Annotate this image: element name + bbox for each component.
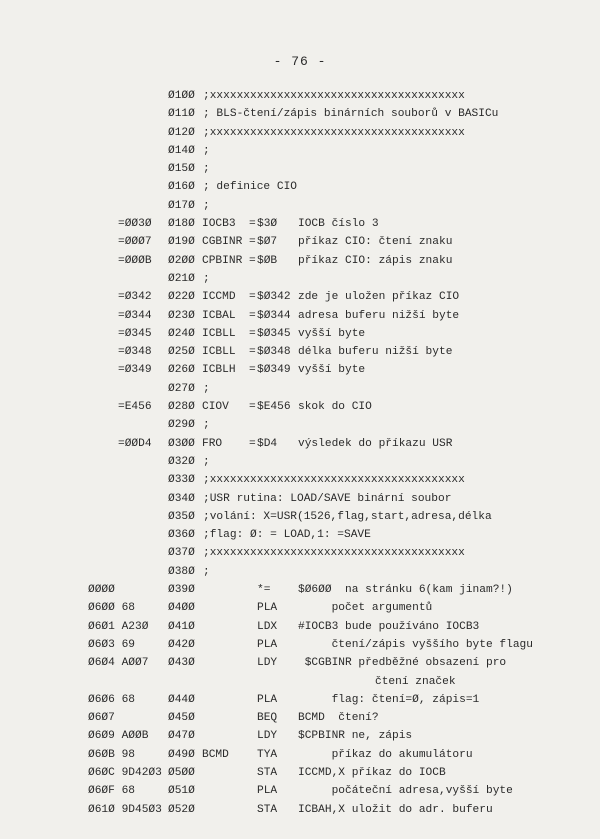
operand-comment: čtení/zápis vyššího byte flagu [298,638,533,651]
operation: $D4 [257,437,278,450]
source-text: ; BLS-čtení/zápis binárních souborů v BASICu [203,108,499,121]
address-code: Ø6Ø1 A23Ø [88,620,149,633]
operand-comment: příkaz CIO: čtení znaku [298,236,453,249]
operation: $Ø344 [257,309,291,322]
line-number: Ø32Ø [168,455,195,468]
equate-value: =ØØØB [118,254,152,267]
operation: TYA [257,748,278,761]
equate-value: =Ø349 [118,364,152,377]
source-text: ; [203,144,210,157]
operand-comment: výsledek do příkazu USR [298,437,453,450]
source-text: ;xxxxxxxxxxxxxxxxxxxxxxxxxxxxxxxxxxxxxx [203,126,465,139]
operation: $Ø7 [257,236,278,249]
label-field: ICBLL = [202,327,256,340]
address-code: Ø6Ø3 69 [88,638,135,651]
line-number: Ø12Ø [168,126,195,139]
operand-comment: délka buferu nižší byte [298,346,453,359]
line-number: Ø23Ø [168,309,195,322]
label-field: CPBINR = [202,254,256,267]
line-number: Ø34Ø [168,492,195,505]
line-number: Ø25Ø [168,346,195,359]
operation: $E456 [257,401,291,414]
address-code: Ø6Ø7 [88,712,115,725]
line-number: Ø16Ø [168,181,195,194]
equate-value: =Ø342 [118,291,152,304]
operand-comment: adresa buferu nižší byte [298,309,460,322]
operand-comment: počet argumentů [298,602,433,615]
operand-comment: zde je uložen příkaz CIO [298,291,460,304]
listing-line [0,599,600,617]
address-code: Ø6ØB 98 [88,748,135,761]
line-number: Ø35Ø [168,510,195,523]
address-code: Ø6Ø6 68 [88,693,135,706]
line-number: Ø52Ø [168,803,195,816]
operand-comment: IOCB číslo 3 [298,218,379,231]
line-number: Ø24Ø [168,327,195,340]
source-text: ; definice CIO [203,181,297,194]
operation: LDY [257,657,278,670]
listing-line [0,636,600,654]
source-text: ;xxxxxxxxxxxxxxxxxxxxxxxxxxxxxxxxxxxxxx [203,547,465,560]
source-text: ; [203,455,210,468]
label-field: ICBLH = [202,364,256,377]
operation: PLA [257,638,278,651]
operation: *= [257,584,271,597]
line-number: Ø15Ø [168,163,195,176]
listing-line [0,343,600,361]
operand-comment: ICCMD,X příkaz do IOCB [298,766,446,779]
operand-comment: počáteční adresa,vyšší byte [298,785,513,798]
label-field: ICBAL = [202,309,256,322]
equate-value: =E456 [118,401,152,414]
listing-line [0,416,600,434]
line-number: Ø38Ø [168,565,195,578]
source-text: ; [203,565,210,578]
listing-line [0,124,600,142]
listing-line [0,526,600,544]
operation: PLA [257,785,278,798]
listing-line [0,361,600,379]
listing-line [0,252,600,270]
operand-comment: ICBAH,X uložit do adr. buferu [298,803,493,816]
label-field: BCMD [202,748,229,761]
assembly-listing [0,87,600,819]
listing-line [0,142,600,160]
line-number: Ø39Ø [168,584,195,597]
line-number: Ø45Ø [168,712,195,725]
operand-comment: skok do CIO [298,401,372,414]
source-text: ;flag: Ø: = LOAD,1: =SAVE [203,529,371,542]
line-number: Ø44Ø [168,693,195,706]
line-number: Ø1ØØ [168,90,195,102]
label-field: CGBINR = [202,236,256,249]
operand-comment: #IOCB3 bude používáno IOCB3 [298,620,480,633]
line-number: Ø3ØØ [168,437,195,450]
operand-comment: vyšší byte [298,327,366,340]
operation: $Ø348 [257,346,291,359]
operation: $3Ø [257,218,278,231]
operation: LDX [257,620,278,633]
comment-continuation: čtení značek [375,675,456,688]
listing-line [0,544,600,562]
line-number: Ø28Ø [168,401,195,414]
operand-comment: BCMD čtení? [298,712,379,725]
label-field: ICCMD = [202,291,256,304]
listing-line [0,581,600,599]
equate-value: =Ø345 [118,327,152,340]
listing-line [0,801,600,819]
line-number: Ø19Ø [168,236,195,249]
listing-line [0,453,600,471]
listing-line [0,178,600,196]
operation: LDY [257,730,278,743]
source-text: ; [203,419,210,432]
operand-comment: $CGBINR předběžné obsazení pro [298,657,507,670]
listing-line [0,105,600,123]
address-code: Ø61Ø 9D45Ø3 [88,803,162,816]
page-number: - 76 - [273,54,327,69]
label-field: ICBLL = [202,346,256,359]
line-number: Ø5ØØ [168,766,195,779]
equate-value: =ØØD4 [118,437,152,450]
source-text: ; [203,163,210,176]
address-code: Ø6ØF 68 [88,785,135,798]
listing-line [0,325,600,343]
listing-line [0,160,600,178]
label-field: CIOV = [202,401,256,414]
line-number: Ø47Ø [168,730,195,743]
line-number: Ø22Ø [168,291,195,304]
line-number: Ø36Ø [168,529,195,542]
equate-value: =ØØ3Ø [118,218,152,231]
equate-value: =Ø344 [118,309,152,322]
operand-comment: flag: čtení=Ø, zápis=1 [298,693,480,706]
source-text: ;USR rutina: LOAD/SAVE binární soubor [203,492,452,505]
address-code: Ø6Ø9 AØØB [88,730,149,743]
operand-comment: vyšší byte [298,364,366,377]
listing-line [0,398,600,416]
label-field: FRO = [202,437,256,450]
line-number: Ø49Ø [168,748,195,761]
operand-comment: příkaz CIO: zápis znaku [298,254,453,267]
line-number: Ø21Ø [168,272,195,285]
listing-line [0,307,600,325]
listing-line [0,508,600,526]
listing-line [0,618,600,636]
listing-line [0,709,600,727]
line-number: Ø11Ø [168,108,195,121]
operation: $Ø342 [257,291,291,304]
operation: PLA [257,602,278,615]
listing-line [0,654,600,672]
listing-line [0,380,600,398]
listing-line [0,471,600,489]
line-number: Ø27Ø [168,382,195,395]
listing-line [0,782,600,800]
listing-line [0,673,600,691]
label-field: IOCB3 = [202,218,256,231]
operand-comment: příkaz do akumulátoru [298,748,473,761]
operation: $Ø345 [257,327,291,340]
address-code: Ø6Ø4 AØØ7 [88,657,149,670]
line-number: Ø37Ø [168,547,195,560]
source-text: ;xxxxxxxxxxxxxxxxxxxxxxxxxxxxxxxxxxxxxx [203,90,465,102]
line-number: Ø18Ø [168,218,195,231]
listing-line [0,691,600,709]
listing-line [0,87,600,105]
listing-line [0,233,600,251]
operation: STA [257,803,278,816]
listing-line [0,727,600,745]
operation: STA [257,766,278,779]
equate-value: =Ø348 [118,346,152,359]
listing-line [0,197,600,215]
source-text: ; [203,382,210,395]
line-number: Ø14Ø [168,144,195,157]
listing-line [0,288,600,306]
line-number: Ø43Ø [168,657,195,670]
line-number: Ø17Ø [168,199,195,212]
listing-line [0,746,600,764]
operation: $Ø349 [257,364,291,377]
line-number: Ø26Ø [168,364,195,377]
line-number: Ø2ØØ [168,254,195,267]
operation: PLA [257,693,278,706]
source-text: ; [203,199,210,212]
listing-line [0,215,600,233]
source-text: ;xxxxxxxxxxxxxxxxxxxxxxxxxxxxxxxxxxxxxx [203,474,465,487]
listing-line [0,435,600,453]
source-text: ; [203,272,210,285]
address-code: Ø6ØC 9D42Ø3 [88,766,162,779]
listing-line [0,764,600,782]
listing-line [0,490,600,508]
address-code: ØØØØ [88,584,115,597]
line-number: Ø42Ø [168,638,195,651]
operand-comment: $CPBINR ne, zápis [298,730,413,743]
listing-line [0,270,600,288]
listing-line [0,563,600,581]
line-number: Ø41Ø [168,620,195,633]
operand-comment: $Ø6ØØ na stránku 6(kam jinam?!) [298,584,513,597]
source-text: ;volání: X=USR(1526,flag,start,adresa,délka [203,510,492,523]
line-number: Ø51Ø [168,785,195,798]
line-number: Ø4ØØ [168,602,195,615]
address-code: Ø6ØØ 68 [88,602,135,615]
operation: BEQ [257,712,278,725]
line-number: Ø33Ø [168,474,195,487]
equate-value: =ØØØ7 [118,236,152,249]
line-number: Ø29Ø [168,419,195,432]
operation: $ØB [257,254,278,267]
